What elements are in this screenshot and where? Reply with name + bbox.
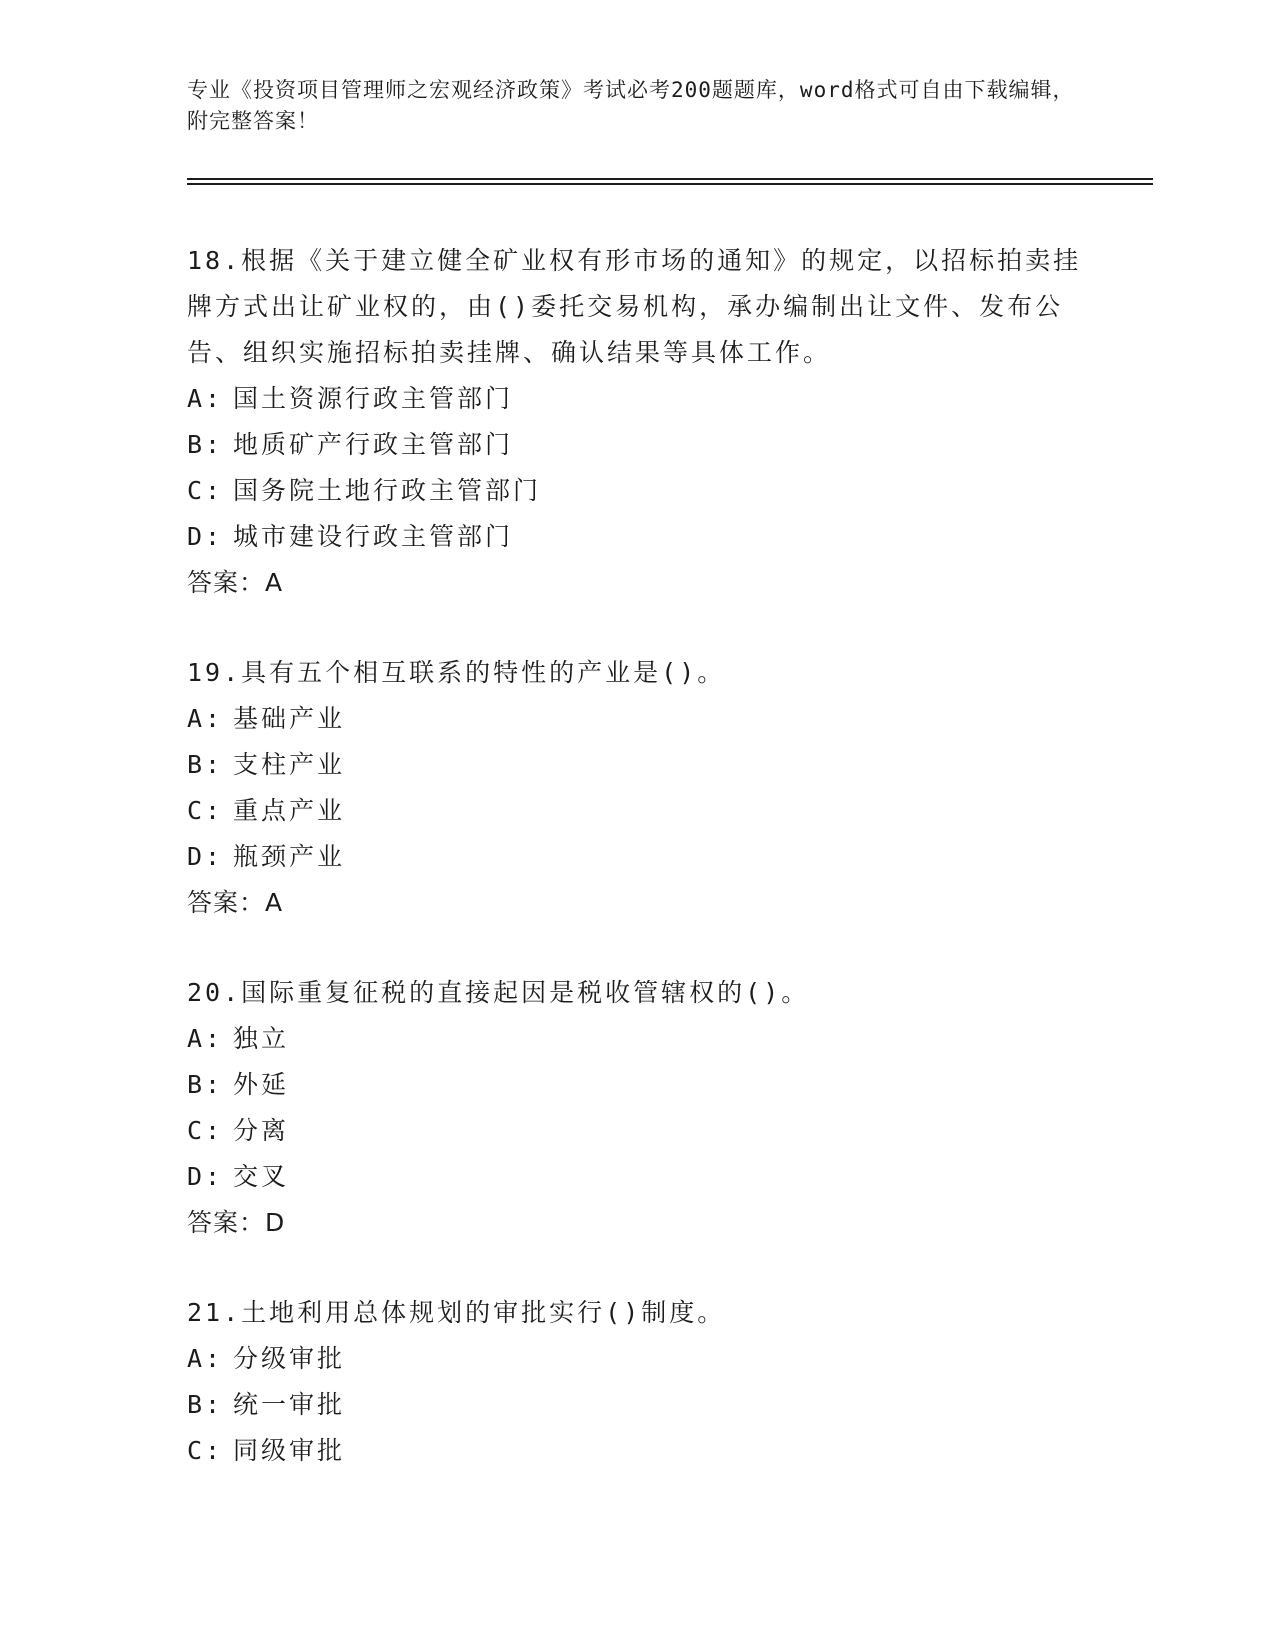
option-b <box>187 422 1087 468</box>
option-c <box>187 1428 1087 1474</box>
option-text: 分级审批 <box>233 1344 346 1373</box>
option-key: C: <box>187 796 224 825</box>
option-text: 交叉 <box>233 1162 290 1191</box>
question-stem: 20.国际重复征税的直接起因是税收管辖权的()。 <box>187 978 810 1007</box>
option-text: 支柱产业 <box>233 750 346 779</box>
option-key: C: <box>187 1116 224 1145</box>
answer-line: 答案：A <box>187 568 284 597</box>
question-stem: 18.根据《关于建立健全矿业权有形市场的通知》的规定，以招标拍卖挂牌方式出让矿业权的，由()委托交易机构，承办编制出让文件、发布公告、组织实施招标拍卖挂牌、确认结果等具体工作。 <box>187 246 1082 367</box>
question-stem: 19.具有五个相互联系的特性的产业是()。 <box>187 658 726 687</box>
option-key: C: <box>187 1436 224 1465</box>
question-21 <box>187 1290 1087 1474</box>
document-intro: 专业《投资项目管理师之宏观经济政策》考试必考200题题库，word格式可自由下载编辑，附完整答案！ <box>187 78 1075 133</box>
question-19 <box>187 650 1087 926</box>
option-text: 重点产业 <box>233 796 346 825</box>
option-key: B: <box>187 430 224 459</box>
question-list <box>187 238 1087 1518</box>
option-key: A: <box>187 704 224 733</box>
answer-line: 答案：D <box>187 1208 286 1237</box>
option-key: D: <box>187 1162 224 1191</box>
option-a <box>187 1016 1087 1062</box>
option-text: 瓶颈产业 <box>233 842 346 871</box>
option-key: A: <box>187 384 224 413</box>
option-key: A: <box>187 1344 224 1373</box>
option-b <box>187 1062 1087 1108</box>
option-d <box>187 1154 1087 1200</box>
option-text: 城市建设行政主管部门 <box>233 522 514 551</box>
option-text: 统一审批 <box>233 1390 346 1419</box>
header-divider-bottom <box>187 183 1153 185</box>
option-key: C: <box>187 476 224 505</box>
option-key: B: <box>187 1070 224 1099</box>
option-d <box>187 834 1087 880</box>
option-text: 独立 <box>233 1024 290 1053</box>
option-text: 分离 <box>233 1116 290 1145</box>
option-text: 外延 <box>233 1070 290 1099</box>
option-key: D: <box>187 842 224 871</box>
option-a <box>187 696 1087 742</box>
option-a <box>187 376 1087 422</box>
option-text: 国务院土地行政主管部门 <box>233 476 542 505</box>
option-text: 基础产业 <box>233 704 346 733</box>
option-key: A: <box>187 1024 224 1053</box>
option-text: 国土资源行政主管部门 <box>233 384 514 413</box>
question-20 <box>187 970 1087 1246</box>
option-d <box>187 514 1087 560</box>
option-c <box>187 468 1087 514</box>
option-c <box>187 1108 1087 1154</box>
option-key: D: <box>187 522 224 551</box>
question-stem: 21.土地利用总体规划的审批实行()制度。 <box>187 1298 726 1327</box>
option-c <box>187 788 1087 834</box>
answer-line: 答案：A <box>187 888 284 917</box>
option-b <box>187 742 1087 788</box>
option-key: B: <box>187 750 224 779</box>
option-a <box>187 1336 1087 1382</box>
option-b <box>187 1382 1087 1428</box>
option-key: B: <box>187 1390 224 1419</box>
option-text: 同级审批 <box>233 1436 346 1465</box>
option-text: 地质矿产行政主管部门 <box>233 430 514 459</box>
question-18 <box>187 238 1087 606</box>
header-divider-top <box>187 178 1153 180</box>
